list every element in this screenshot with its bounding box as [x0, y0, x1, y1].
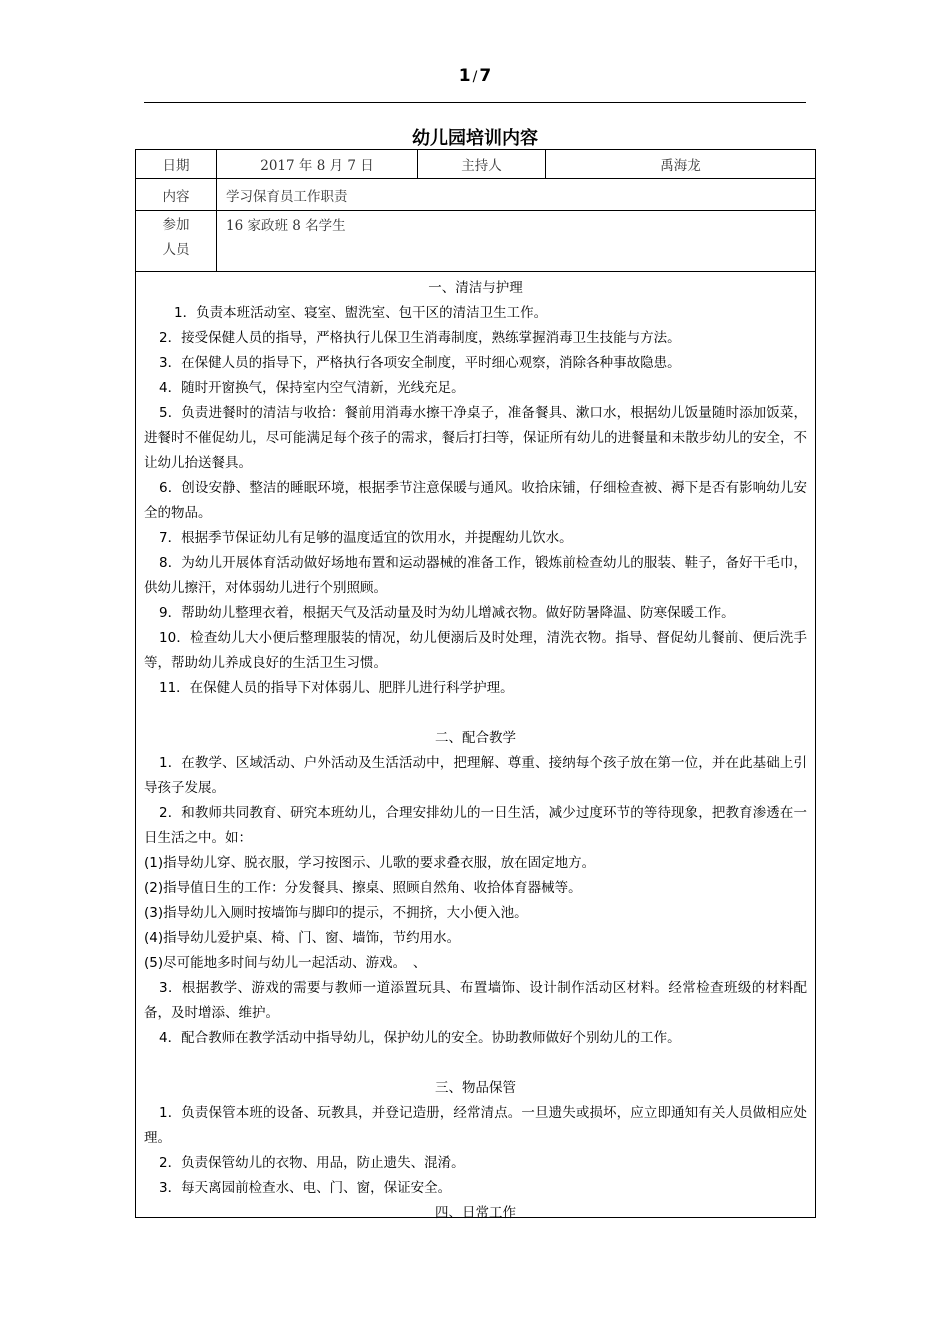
- list-item: 1．负责本班活动室、寝室、盥洗室、包干区的清洁卫生工作。: [174, 305, 548, 321]
- sub-item: (5)尽可能地多时间与幼儿一起活动、游戏。 、: [144, 955, 427, 971]
- list-item: 9．帮助幼儿整理衣着，根据天气及活动量及时为幼儿增减衣物。做好防暑降温、防寒保暖工作。: [159, 605, 735, 621]
- page-current: 1: [458, 66, 471, 86]
- sub-item: (4)指导幼儿爱护桌、椅、门、窗、墙饰，节约用水。: [144, 930, 461, 946]
- sub-item: (3)指导幼儿入厕时按墙饰与脚印的提示，不拥挤，大小便入池。: [144, 905, 528, 921]
- content-body: [135, 272, 816, 1221]
- list-item: 6．创设安静、整洁的睡眠环境，根据季节注意保暖与通风。收拾床铺，仔细检查被、褥下是否有影响幼儿安全的物品。: [144, 480, 807, 521]
- list-item: 10．检查幼儿大小便后整理服装的情况，幼儿便溺后及时处理，清洗衣物。指导、督促幼儿餐前、便后洗手等，帮助幼儿养成良好的生活卫生习惯。: [144, 630, 807, 671]
- list-item: 11．在保健人员的指导下对体弱儿、肥胖儿进行科学护理。: [159, 680, 514, 696]
- participants-value: 16 家政班 8 名学生: [217, 211, 816, 272]
- document-title: 幼儿园培训内容: [412, 128, 538, 149]
- section-title: 四、日常工作: [435, 1205, 516, 1221]
- list-item: 2．负责保管幼儿的衣物、用品，防止遗失、混淆。: [159, 1155, 465, 1171]
- list-item: 7．根据季节保证幼儿有足够的温度适宜的饮用水，并提醒幼儿饮水。: [159, 530, 573, 546]
- spacer: [144, 701, 807, 726]
- participants-label-line-1: 参加: [162, 217, 190, 233]
- meta-table: [135, 149, 816, 272]
- page-total: 7: [479, 66, 492, 86]
- host-label: 主持人: [418, 150, 546, 179]
- sub-item: (2)指导值日生的工作：分发餐具、擦桌、照顾自然角、收拾体育器械等。: [144, 880, 582, 896]
- content-label: 内容: [136, 179, 217, 211]
- section-title: 二、配合教学: [435, 730, 516, 746]
- list-item: 8．为幼儿开展体育活动做好场地布置和运动器械的准备工作，锻炼前检查幼儿的服装、鞋子，备好干毛巾，供幼儿擦汗，对体弱幼儿进行个别照顾。: [144, 555, 807, 596]
- list-item: 1．在教学、区域活动、户外活动及生活活动中，把理解、尊重、接纳每个孩子放在第一位，并在此基础上引导孩子发展。: [144, 755, 807, 796]
- list-item: 2．接受保健人员的指导，严格执行儿保卫生消毒制度，熟练掌握消毒卫生技能与方法。: [159, 330, 681, 346]
- list-item: 1．负责保管本班的设备、玩教具，并登记造册，经常清点。一旦遗失或损坏，应立即通知有关人员做相应处理。: [144, 1105, 807, 1146]
- list-item: 3．在保健人员的指导下，严格执行各项安全制度，平时细心观察，消除各种事故隐患。: [159, 355, 681, 371]
- participants-label-line-2: 人员: [162, 242, 190, 258]
- page-separator: /: [472, 69, 478, 85]
- section-title: 一、清洁与护理: [428, 280, 523, 296]
- page-number: [0, 66, 950, 86]
- content-value: 学习保育员工作职责: [217, 179, 816, 211]
- sub-item: (1)指导幼儿穿、脱衣服，学习按图示、儿歌的要求叠衣服，放在固定地方。: [144, 855, 596, 871]
- header-rule: [144, 102, 806, 103]
- spacer: [144, 1051, 807, 1076]
- list-item: 4．随时开窗换气，保持室内空气清新，光线充足。: [159, 380, 465, 396]
- list-item: 3．每天离园前检查水、电、门、窗，保证安全。: [159, 1180, 452, 1196]
- section-title: 三、物品保管: [435, 1080, 516, 1096]
- list-item: 2．和教师共同教育、研究本班幼儿，合理安排幼儿的一日生活，减少过度环节的等待现象，把教育渗透在一日生活之中。如：: [144, 805, 807, 846]
- host-value: 禹海龙: [546, 150, 816, 179]
- date-value: 2017 年 8 月 7 日: [217, 150, 418, 179]
- participants-label: [136, 211, 217, 272]
- list-item: 4．配合教师在教学活动中指导幼儿，保护幼儿的安全。协助教师做好个别幼儿的工作。: [159, 1030, 681, 1046]
- list-item: 3．根据教学、游戏的需要与教师一道添置玩具、布置墙饰、设计制作活动区材料。经常检查班级的材料配备，及时增添、维护。: [144, 980, 807, 1021]
- list-item: 5．负责进餐时的清洁与收拾：餐前用消毒水擦干净桌子，准备餐具、漱口水，根据幼儿饭量随时添加饭菜，进餐时不催促幼儿，尽可能满足每个孩子的需求，餐后打扫等，保证所有幼儿的进餐量和未散步幼儿的安全，不让幼儿抬送餐具。: [144, 405, 807, 471]
- date-label: 日期: [136, 150, 217, 179]
